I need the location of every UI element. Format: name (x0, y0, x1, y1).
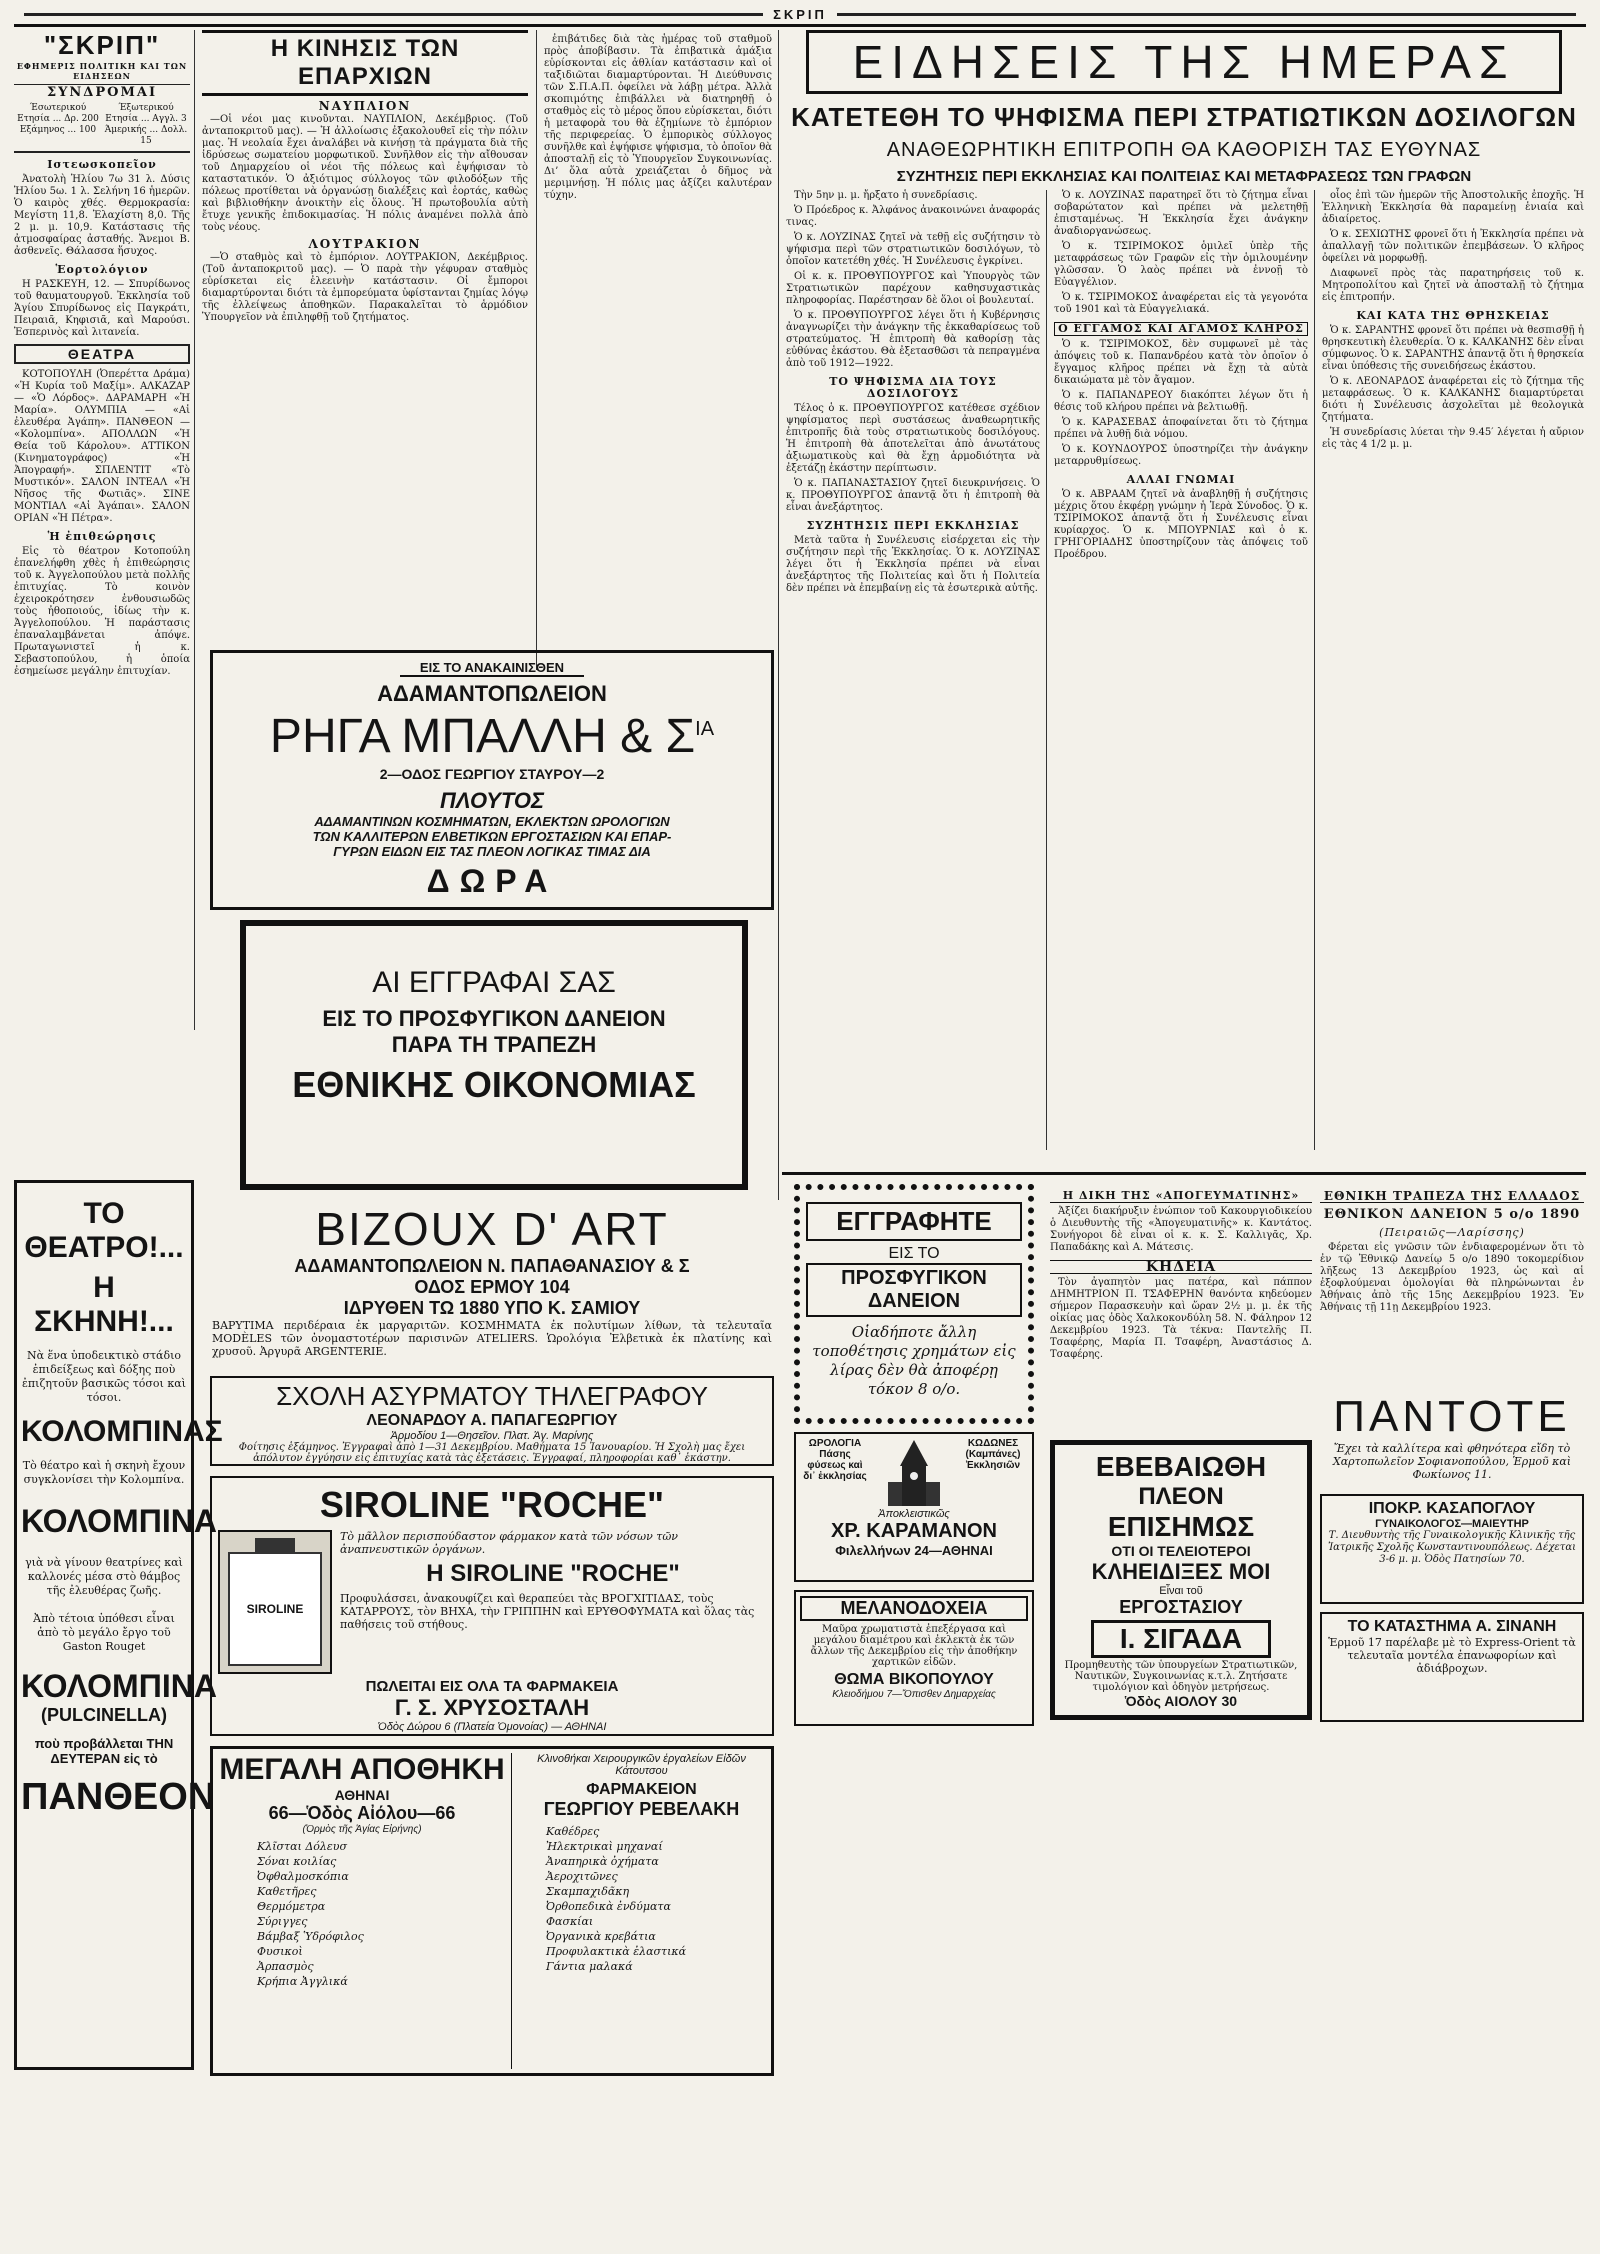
news-paragraph: Τὴν 5ην μ. μ. ἤρξατο ἡ συνεδρίασις. (794, 190, 978, 201)
rate-line: Ετησία ... Αγγλ. 3 (105, 114, 187, 124)
ad-line: ΠΑΝΤΟΤΕ (1333, 1392, 1571, 1441)
ad-line: ΘΩΜΑ ΒΙΚΟΠΟΥΛΟΥ (834, 1671, 994, 1688)
ad-line: Ἔχει τὰ καλλίτερα καὶ φθηνότερα εἴδη τὸ Χαρτοπωλεῖον Σοφιανοπούλου, Ἑρμοῦ καὶ Φωκίωνος 11. (1332, 1442, 1572, 1481)
locks-factory-ad (1050, 1440, 1312, 1720)
ad-line (219, 709, 765, 764)
ad-line: ΔΩΡΑ (426, 863, 558, 899)
ad-line: Τὸ μᾶλλον περισπούδαστον φάρμακον κατὰ τῶν νόσων τῶν ἀναπνευστικῶν ὀργάνων. (340, 1530, 678, 1556)
ad-line: γιὰ νὰ γίνουν θεατρίνες καὶ καλλονές μέσα στὸ θάμβος τῆς ἐλευθέρας ζωῆς. (25, 1556, 183, 1597)
subscriptions-heading: ΣΥΝΔΡΟΜΑΙ (14, 84, 190, 100)
shop-ad (1320, 1612, 1584, 1722)
ad-line: ΓΥΝΑΙΚΟΛΟΓΟΣ—ΜΑΙΕΥΤΗΡ (1375, 1518, 1529, 1530)
ad-line: ΑΘΗΝΑΙ (334, 1787, 390, 1803)
stationery-ad (1320, 1390, 1584, 1486)
ad-line: Κλινοθήκαι Χειρουργικῶν ἐργαλείων Εἰδῶν Κάτουτσου (537, 1753, 746, 1777)
ad-line: ΙΠΟΚΡ. ΚΑΣΑΠΟΓΛΟΥ (1368, 1500, 1536, 1517)
story-text: —Οἱ νέοι μας κινοῦνται. ΝΑΥΠΛΙΟΝ, Δεκέμβριος. (Τοῦ ἀνταποκριτοῦ μας). — Ἡ ἀλλοίωσις ἐξακολουθεῖ εἰς τὴν πόλιν μας. Ἡ νεολαία ἔχει ἀναλάβει νὰ κινήσῃ τὰ πράγματα διὰ τῆς ἱδρύσεως σωματείου μορφωτικοῦ. Συνῆλθον εἰς τὴν αἴθουσαν τοῦ Δημαρχείου οἱ νέοι τῆς πόλεως καὶ ἐψήφισαν τὸ καταστατικόν. Ὁ ἀξιότιμος σύλλογος τῶν φιλοδόξων τῆς πόλεως προτίθεται νὰ ὀργανώσῃ διαλέξεις καὶ ἑορτάς, καθὼς καὶ βιβλιοθήκην ἀνοικτὴν εἰς ὅλους. Ἡ πρωτοβουλία αὐτὴ ἔτυχε γενικῆς ἐπιδοκιμασίας. Ἡ πόλις ἀναμένει πολλὰ ἀπὸ τοὺς νέους. (202, 114, 528, 233)
newspaper-subtitle: ΕΦΗΜΕΡΙΣ ΠΟΛΙΤΙΚΗ ΚΑΙ ΤΩΝ ΕΙΔΗΣΕΩΝ (16, 61, 188, 81)
jeweler-ad-riga (210, 650, 774, 910)
ad-line: ΑΙ ΕΓΓΡΑΦΑΙ ΣΑΣ (372, 966, 616, 999)
section-heading: Ἑορτολόγιον (55, 263, 149, 276)
news-subhead: ΤΟ ΨΗΦΙΣΜΑ ΔΙΑ ΤΟΥΣ ΔΟΣΙΛΟΓΟΥΣ (829, 375, 997, 400)
ad-firm: ΡΗΓΑ ΜΠΑΛΛΗ & Σ (269, 710, 696, 763)
news-paragraph: Ὁ κ. ΠΑΠΑΝΔΡΕΟΥ διακόπτει λέγων ὅτι ἡ θέσις τοῦ κλήρου πρέπει νὰ βελτιωθῇ. (1054, 390, 1308, 413)
ad-line: ΤΩΝ ΚΑΛΛΙΤΕΡΩΝ ΕΛΒΕΤΙΚΩΝ ΕΡΓΟΣΤΑΣΙΩΝ ΚΑΙ ΕΠΑΡ- (312, 829, 672, 844)
church-icon (884, 1438, 944, 1508)
news-paragraph: Ὁ κ. ΚΑΡΑΣΕΒΑΣ ἀποφαίνεται ὅτι τὸ ζήτημα πρέπει νὰ λυθῇ διὰ νόμου. (1054, 417, 1308, 440)
ad-line: ΜΕΓΑΛΗ ΑΠΟΘΗΚΗ (219, 1753, 505, 1786)
list-item: Ἀρπασμὸς (257, 1960, 314, 1973)
list-item: Σκαμπαχιδᾶκη (546, 1885, 630, 1898)
funeral-text: Τὸν ἀγαπητὸν μας πατέρα, καὶ πάππον ΔΗΜΗΤΡΙΟΝ Π. ΤΣΑΦΕΡΗΝ θανόντα κηδεύομεν σήμερον Παρασκευὴν καὶ ὥραν 2½ μ. μ. ἐκ τῆς οἰκίας μας ὁδὸς Χαλκοκονδύλη 58. Ν. Φάληρον 12 Δεκεμβρίου 1923. Τὰ τέκνα: Παντελῆς Π. Τσαφέρης, Μαρία Π. Τσαφέρη, Ἀναστάσιος Δ. Τσαφέρης. (1050, 1277, 1312, 1360)
ad-line: BIZOUX D' ART (315, 1203, 669, 1255)
news-paragraph: Ὁ κ. ΤΣΙΡΙΜΟΚΟΣ ἀναφέρεται εἰς τὰ γεγονότα τοῦ 1901 καὶ τὰ Εὐαγγελιακά. (1054, 292, 1308, 315)
ad-line: ΤΟ ΘΕΑΤΡΟ!... (24, 1197, 184, 1264)
ad-line: Ι. ΣΙΓΑΔΑ (1091, 1620, 1271, 1658)
ad-line: Ὁδὸς Δώρου 6 (Πλατεία Ὁμονοίας) — ΑΘΗΝΑΙ (377, 1721, 607, 1733)
ad-line: ΧΡ. ΚΑΡΑΜΑΝΟΝ (831, 1520, 997, 1542)
ad-line: Προφυλάσσει, ἀνακουφίζει καὶ θεραπεύει τὰς ΒΡΟΓΧΙΤΙΔΑΣ, τοὺς ΚΑΤΑΡΡΟΥΣ, τὸν ΒΗΧΑ, τὴν ΓΡΙΠΠΗΝ καὶ ΕΡΥΘΟΦΥΜΑΤΑ καὶ ὅλας τὰς παθήσεις τοῦ στήθους. (340, 1592, 755, 1631)
section-heading: Ιστεωσκοπεῖον (47, 158, 157, 171)
ad-line: ΕΙΣ ΤΟ (888, 1245, 940, 1262)
lawsuit-title: Η ΔΙΚΗ ΤΗΣ «ΑΠΟΓΕΥΜΑΤΙΝΗΣ» (1050, 1190, 1312, 1203)
newspaper-page (14, 0, 1586, 2254)
ad-line: Η ΣΚΗΝΗ!... (34, 1271, 174, 1338)
news-subhead: Ο ΕΓΓΑΜΟΣ ΚΑΙ ΑΓΑΜΟΣ ΚΛΗΡΟΣ (1054, 322, 1308, 336)
list-item: Γάντια μαλακά (546, 1960, 633, 1973)
provinces-continued (544, 34, 772, 205)
ad-line: ΕΙΣ ΤΟ ΠΡΟΣΦΥΓΙΚΟΝ ΔΑΝΕΙΟΝ (322, 1006, 666, 1031)
theatres-heading: ΘΕΑΤΡΑ (14, 344, 190, 364)
list-item: Ὀρθοπεδικὰ ἐνδύματα (546, 1900, 671, 1913)
ad-line: ΩΡΟΛΟΓΙΑ Πάσης φύσεως καὶ δι᾽ ἐκκλησίας (803, 1438, 867, 1482)
news-subhead: ΑΛΛΑΙ ΓΝΩΜΑΙ (1126, 473, 1236, 486)
ad-line: Μαῦρα χρωματιστὰ ἐπεξέργασα καὶ μεγάλου διαμέτρου καὶ ἐκλεκτὰ ἐκ τῶν ἄλλων τῆς Δεκεμβρίου εἰς τὴν ἀποθήκην χαρτικῶν εἰδῶν. (810, 1624, 1018, 1668)
ad-line: ΠΡΟΣΦΥΓΙΚΟΝ ΔΑΝΕΙΟΝ (806, 1263, 1022, 1317)
ad-line: ΤΟ ΚΑΤΑΣΤΗΜΑ Α. ΣΙΝΑΝΗ (1347, 1618, 1557, 1635)
warehouse-left (217, 1753, 512, 2069)
ad-line: ΒΑΡΥΤΙΜΑ περιδέραια ἐκ μαργαριτῶν. ΚΟΣΜΗΜΑΤΑ ἐκ πολυτίμων λίθων, τὰ τελευταῖα ΜΟDÈLES τῶν ὀνομαστοτέρων παρισινῶν ATELIERS. Ὡρολόγια Ἐλβετικὰ ἐκ πλατίνης καὶ χρυσοῦ. Ἀργυρᾶ ARGENTERIE. (212, 1319, 772, 1358)
news-paragraph: Ὁ κ. ΛΟΥΖΙΝΑΣ παρατηρεῖ ὅτι τὸ ζήτημα εἶναι σοβαρώτατον καὶ πρέπει νὰ μελετηθῇ ἐπισταμένως. Ἡ Ἐκκλησία ἔχει ἀνάγκην ἀναδιοργανώσεως. (1054, 190, 1308, 237)
news-paragraph: Τέλος ὁ κ. ΠΡΟΘΥΠΟΥΡΓΟΣ κατέθεσε σχέδιον ψηφίσματος περὶ συστάσεως ἀναθεωρητικῆς ἐπιτροπῆς διὰ τοὺς στρατιωτικοὺς δοσιλόγους. Ἡ ἐπιτροπὴ θὰ ἀποτελεῖται ἀπὸ ἀνωτάτους ἀξιωματικοὺς καὶ θὰ ἔχῃ ἁρμοδιότητα νὰ ἐξετάζῃ ἑκάστην περίπτωσιν. (786, 403, 1040, 474)
list-item: Καθετῆρες (257, 1885, 317, 1898)
section-heading: Ἡ ἐπιθεώρησις (47, 530, 157, 543)
bank-route: (Πειραιῶς—Λαρίσσης) (1379, 1226, 1525, 1239)
section-rule (782, 1172, 1586, 1175)
provinces-stories (202, 100, 528, 324)
ad-line: Φοίτησις ἑξάμηνος. Ἐγγραφαὶ ἀπὸ 1—31 Δεκεμβρίου. Μαθήματα 15 Ἰανουαρίου. Ἡ Σχολὴ μας ἔχει ἀπόλυτον ἐγγύησιν εἰς ἐπιτυχίας κατὰ τὰς ἐξετάσεις. Ἐγγραφαί, πληροφορίαι καθ᾿ ἑκάστην. (238, 1442, 746, 1464)
ad-line: Νὰ ἕνα ὑποδεικτικὸ στάδιο ἐπιδείξεως καὶ δόξης ποὺ ἐπιζητοῦν βασικῶς τόσοι καὶ τόσοι. (22, 1349, 186, 1404)
news-paragraph: Ὁ κ. ΤΣΙΡΙΜΟΚΟΣ ὁμιλεῖ ὑπὲρ τῆς μεταφράσεως τῶν Γραφῶν εἰς τὴν ὁμιλουμένην γλῶσσαν. Ὁ λαὸς πρέπει νὰ ἐννοῇ τὸ Εὐαγγέλιον. (1054, 241, 1308, 288)
ad-line: ΣΧΟΛΗ ΑΣΥΡΜΑΤΟΥ ΤΗΛΕΓΡΑΦΟΥ (276, 1381, 708, 1411)
news-subhead: ΚΑΙ ΚΑΤΑ ΤΗΣ ΘΡΗΣΚΕΙΑΣ (1356, 309, 1550, 322)
list-item: Ἠλεκτρικαὶ μηχαναί (546, 1840, 663, 1853)
list-item: Θερμόμετρα (257, 1900, 326, 1913)
masthead (14, 30, 190, 153)
ad-line: 66—Ὁδὸς Αἰόλου—66 (268, 1803, 456, 1823)
ad-line: Προμηθευτὴς τῶν ὑπουργείων Στρατιωτικῶν, Ναυτικῶν, Συγκοινωνίας κ.τ.λ. Ζητήσατε τιμολόγιον καὶ ὁδηγὸν μετρήσεως. (1064, 1660, 1298, 1693)
ad-line: Τ. Διευθυντὴς τῆς Γυναικολογικῆς Κλινικῆς τῆς Ἰατρικῆς Σχολῆς Κωνσταντινουπόλεως. Δέχεται 3-6 μ. μ. Ὁδὸς Πατησίων 70. (1327, 1530, 1577, 1565)
rule-left (24, 13, 763, 16)
news-headline: ΚΑΤΕΤΕΘΗ ΤΟ ΨΗΦΙΣΜΑ ΠΕΡΙ ΣΤΡΑΤΙΩΤΙΚΩΝ ΔΟΣΙΛΟΓΩΝ (791, 102, 1577, 132)
ad-line: Κλειοδήμου 7—Ὄπισθεν Δημαρχείας (832, 1689, 996, 1700)
list-item: Κλῖσται Δόλευσ (257, 1840, 347, 1853)
section-text: Ἀνατολὴ Ἡλίου 7ω 31 λ. Δύσις Ἡλίου 5ω. 1 λ. Σελήνη 16 ἡμερῶν. Ὁ καιρὸς χθές. Θερμοκρασία: Μεγίστη 11,8. Ἐλαχίστη 8,0. Τῆς 2 μ. μ. 10,9. Κατάστασις τῆς ἀτμοσφαίρας ἀσταθής. Ἄνεμοι Β. ἀσθενεῖς. Θάλασσα ἥσυχος. (14, 174, 190, 257)
ad-line: Φιλελλήνων 24—ΑΘΗΝΑΙ (835, 1543, 993, 1558)
news-subheadline-2: ΣΥΖΗΤΗΣΙΣ ΠΕΡΙ ΕΚΚΛΗΣΙΑΣ ΚΑΙ ΠΟΛΙΤΕΙΑΣ ΚΑΙ ΜΕΤΑΦΡΑΣΕΩΣ ΤΩΝ ΓΡΑΦΩΝ (896, 168, 1472, 185)
rate-line: Ετησία ... Δρ. 200 (17, 114, 99, 124)
rule-right (837, 13, 1576, 16)
ad-line: ΠΩΛΕΙΤΑΙ ΕΙΣ ΟΛΑ ΤΑ ΦΑΡΜΑΚΕΙΑ (365, 1678, 619, 1695)
lawsuit-funeral (1050, 1184, 1312, 1364)
ad-line: Ὁδὸς ΑΙΟΛΟΥ 30 (1124, 1693, 1238, 1709)
ad-line: ΚΟΛΟΜΠΙΝΑ (21, 1503, 217, 1539)
column-separator (778, 30, 779, 1200)
news-subheadline: ΑΝΑΘΕΩΡΗΤΙΚΗ ΕΠΙΤΡΟΠΗ ΘΑ ΚΑΘΟΡΙΣΗ ΤΑΣ ΕΥΘΥΝΑΣ (886, 139, 1482, 161)
column-separator (1046, 190, 1047, 1150)
medical-warehouse-ad (210, 1746, 774, 2076)
news-paragraph: οἷος ἐπὶ τῶν ἡμερῶν τῆς Ἀποστολικῆς ἐποχῆς. Ἡ Ἑλληνικὴ Ἐκκλησία θὰ παραμείνῃ ἑνιαία καὶ ἀδιαίρετος. (1322, 190, 1584, 225)
ad-line: Ἀποκλειστικῶς (878, 1508, 950, 1520)
rate-line: Έξωτερικού (118, 103, 174, 113)
ad-line: ΕΠΙΣΗΜΩΣ (1107, 1511, 1255, 1542)
doctor-ad (1320, 1494, 1584, 1604)
news-paragraph: Ὁ κ. ΛΕΟΝΑΡΔΟΣ ἀναφέρεται εἰς τὸ ζήτημα τῆς μεταφράσεως. Ὁ κ. ΚΑΛΚΑΝΗΣ διαμαρτύρεται διότι ἡ Συνέλευσις ἀσχολεῖται μὲ θεολογικὰ ζητήματα. (1322, 376, 1584, 423)
lawsuit-text: Ἀξίζει διακήρυξιν ἐνώπιον τοῦ Κακουργιοδικείου ὁ Διευθυντὴς τῆς «Ἀπογευματινῆς» κ. Καντάτος. Συνήγοροι δὲ εἶναι οἱ κ. κ. Σ. Καλλιγᾶς, Χρ. Παπαδάκης καὶ Α. Μάτεσις. (1050, 1206, 1312, 1253)
ad-line: ΕΓΓΡΑΦΗΤΕ (806, 1202, 1022, 1241)
ad-line: ΟΤΙ ΟΙ ΤΕΛΕΙΟΤΕΡΟΙ (1111, 1543, 1251, 1559)
pharmacy-items (516, 1824, 767, 1974)
provinces-headline: Η ΚΙΝΗΣΙΣ ΤΩΝ ΕΠΑΡΧΙΩΝ (202, 30, 528, 96)
column-separator (1314, 190, 1315, 1150)
ad-line: ΓΥΡΩΝ ΕΙΔΩΝ ΕΙΣ ΤΑΣ ΠΛΕΟΝ ΛΟΓΙΚΑΣ ΤΙΜΑΣ ΔΙΑ (333, 844, 651, 859)
story-place: ΝΑΥΠΛΙΟΝ (318, 99, 412, 113)
news-paragraph: Ὁ κ. ΚΟΥΝΔΟΥΡΟΣ ὑποστηρίζει τὴν ἀνάγκην μεταρρυθμίσεως. (1054, 444, 1308, 467)
ad-line: Ἀπὸ τέτοια ὑπόθεσι εἶναι ἀπὸ τὸ μεγάλο ἔργο τοῦ Gaston Rouget (33, 1612, 175, 1653)
news-column-c (1322, 190, 1584, 454)
news-paragraph: Ὁ κ. ΣΑΡΑΝΤΗΣ φρονεῖ ὅτι πρέπει νὰ θεσπισθῇ ἡ θρησκευτικὴ ἐλευθερία. Ὁ κ. ΚΑΛΚΑΝΗΣ δὲν εἶναι σύμφωνος. Ὁ κ. ΣΑΡΑΝΤΗΣ ἀπαντᾷ ὅτι ἡ θρησκεία εἶναι ὑπόθεσις τῆς συνειδήσεως ἑκάστου. (1322, 325, 1584, 372)
bottle-cap (255, 1538, 295, 1552)
list-item: Ἀναπηρικὰ ὀχήματα (546, 1855, 659, 1868)
refugee-loan-ad-2 (794, 1184, 1034, 1424)
ad-line: ΕΒΕΒΑΙΩΘΗ (1095, 1451, 1267, 1482)
ad-line: ΠΑΡΑ ΤΗ ΤΡΑΠΕΖΗ (391, 1032, 597, 1057)
ad-line: ΕΙΣ ΤΟ ΑΝΑΚΑΙΝΙΣΘΕΝ (400, 660, 584, 677)
siroline-body (218, 1530, 766, 1674)
news-paragraph: Ὁ κ. ΠΑΠΑΝΑΣΤΑΣΙΟΥ ζητεῖ διευκρινήσεις. Ὁ κ. ΠΡΟΘΥΠΟΥΡΓΟΣ ἀπαντᾷ ὅτι ἡ ἐπιτροπὴ θὰ εἶναι ἀνεξάρτητος. (786, 478, 1040, 513)
warehouse-items (217, 1839, 507, 1989)
theatre-ad (14, 1180, 223, 2070)
list-item: Βάμβαξ Ὑδρόφιλος (257, 1930, 364, 1943)
ad-line: ΙΔΡΥΘΕΝ ΤΩ 1880 ΥΠΟ Κ. ΣΑΜΙΟΥ (343, 1298, 641, 1318)
ad-line: Ἀρμοδίου 1—Θησεῖον. Πλατ. Ἁγ. Μαρίνης (390, 1430, 594, 1442)
ad-line: ΚΟΛΟΜΠΙΝΑ (21, 1668, 217, 1704)
ad-line: ΕΘΝΙΚΗΣ ΟΙΚΟΝΟΜΙΑΣ (292, 1064, 696, 1105)
ad-line: ΠΑΝΘΕΟΝ (21, 1776, 216, 1818)
news-title: ΕΙΔΗΣΕΙΣ ΤΗΣ ΗΜΕΡΑΣ (806, 30, 1562, 94)
ad-line: 2—ΟΔΟΣ ΓΕΩΡΓΙΟΥ ΣΤΑΥΡΟΥ—2 (379, 766, 605, 782)
ad-line: ΠΛΟΥΤΟΣ (439, 788, 545, 813)
ad-line: ΚΟΛΟΜΠΙΝΑΣ (21, 1415, 223, 1448)
news-paragraph: Διαφωνεῖ πρὸς τὰς παρατηρήσεις τοῦ κ. Μητροπολίτου καὶ ζητεῖ νὰ ἀποσταλῇ τὸ ζήτημα εἰς ἐπιτροπήν. (1322, 268, 1584, 303)
news-header (782, 30, 1586, 185)
bank-title: ΕΘΝΙΚΗ ΤΡΑΠΕΖΑ ΤΗΣ ΕΛΛΑΔΟΣ (1320, 1190, 1584, 1203)
running-masthead: ΣΚΡΙΠ (773, 6, 827, 22)
news-paragraph: Ὁ κ. ΛΟΥΖΙΝΑΣ ζητεῖ νὰ τεθῇ εἰς συζήτησιν τὸ ψήφισμα περὶ τῶν στρατιωτικῶν δοσιλόγων, τὸ ὁποῖον κατετέθη χθές. Ἡ Συνέλευσις ἐγκρίνει. (786, 232, 1040, 267)
clocks-bells-ad (794, 1432, 1034, 1582)
ad-line: Ἑρμοῦ 17 παρέλαβε μὲ τὸ Express-Orient τὰ τελευταῖα μοντέλα ἐπανωφορίων καὶ ἀδιάβροχων. (1328, 1636, 1576, 1675)
rate-line: Έσωτερικού (29, 103, 87, 113)
list-item: Ἀεροχιτῶνες (546, 1870, 618, 1883)
list-item: Φασκίαι (546, 1915, 594, 1928)
section-text: ΚΟΤΟΠΟΥΛΗ (Ὀπερέττα Δράμα) «Ἡ Κυρία τοῦ Μαξίμ». ΑΛΚΑΖΑΡ — «Ὁ Λόρδος». ΔΑΡΑΜΑΡΗ «Ἡ Μαρία». ΟΛΥΜΠΙΑ — «Αἱ ἐλευθέρα Ἀγάπη». ΠΑΝΘΕΟΝ — «Κολομπίνα». ΑΠΟΛΛΩΝ «Ἡ Θεία τοῦ Κάρολου». ΑΤΤΙΚΟΝ (Κινηματογράφος) «Ἡ Ἀπογραφή». ΣΠΛΕΝΤΙΤ «Τὸ Μυστικόν». ΣΑΛΟΝ ΙΝΤΕΑΛ «Ἡ Νῆσος τῆς Φωτιᾶς». ΣΙΝΕ ΜΟΝΤΙΑΛ «Αἱ Ἀγάπαι». ΣΑΛΟΝ ΟΡΙΑΝ «Ἡ Πέτρα». (14, 369, 190, 524)
news-paragraph: Ὁ κ. ΣΕΧΙΩΤΗΣ φρονεῖ ὅτι ἡ Ἐκκλησία πρέπει νὰ ἀπαλλαγῇ τῶν πολιτικῶν ἐπεμβάσεων. Ὁ κλῆρος ὀφείλει νὰ μορφωθῇ. (1322, 229, 1584, 264)
bank-text: Φέρεται εἰς γνῶσιν τῶν ἐνδιαφερομένων ὅτι τὸ ἐν τῷ Ἐθνικῷ Δανείῳ 5 ο/ο 1890 τοκομερίδιον λῆξεως 13 Δεκεμβρίου 1923, ὡς καὶ αἱ ἐξοφλούμεναι ὁμολογίαι θὰ πληρώνωνται ἐν Ἀθήναις ἀπὸ τῆς 15ης Δεκεμβρίου 1923. Ἐν Ἀθήναις τῇ 11ῃ Δεκεμβρίου 1923. (1320, 1242, 1584, 1313)
list-item: Φυσικοὶ (257, 1945, 303, 1958)
news-column-b (1054, 190, 1308, 564)
ad-line: ΜΕΛΑΝΟΔΟΧΕΙΑ (800, 1596, 1028, 1621)
news-paragraph: Ὁ κ. ΤΣΙΡΙΜΟΚΟΣ, δὲν συμφωνεῖ μὲ τὰς ἀπόψεις τοῦ κ. Παπανδρέου κατὰ τὸν ὁποῖον ὁ ἔγγαμος κλῆρος πρέπει νὰ ἔχῃ τὰ αὐτὰ δικαιώματα μὲ τὸν ἄγαμον. (1054, 339, 1308, 386)
funeral-title: ΚΗΔΕΙΑ (1050, 1260, 1312, 1274)
ad-line: ΦΑΡΜΑΚΕΙΟΝ (586, 1781, 697, 1798)
ad-line: ΕΡΓΟΣΤΑΣΙΟΥ (1119, 1597, 1243, 1617)
rate-line: Εξάμηνος ... 100 (19, 125, 97, 135)
ad-line: ΚΩΔΩΝΕΣ (Καμπάνες) Ἐκκλησιῶν (965, 1438, 1021, 1471)
list-item: Κρήπια Ἀγγλικά (257, 1975, 348, 1988)
wireless-school-ad (210, 1376, 774, 1466)
news-paragraph: Ὁ κ. ΠΡΟΘΥΠΟΥΡΓΟΣ λέγει ὅτι ἡ Κυβέρνησις ἀναγνωρίζει τὴν ἀνάγκην τῆς ἐκκαθαρίσεως τοῦ στρατεύματος. Ἡ ἐπιτροπὴ θὰ καθορίσῃ τὰς εὐθύνας ἑκάστου. Θὰ ἐξετασθῶσι τὰ πεπραγμένα ἀπὸ τοῦ 1912—1922. (786, 310, 1040, 369)
medicine-bottle-icon (218, 1530, 332, 1674)
ad-line: ποὺ προβάλλεται ΤΗΝ ΔΕΥΤΕΡΑΝ εἰς τὸ (34, 1736, 174, 1766)
news-paragraph: Μετὰ ταῦτα ἡ Συνέλευσις εἰσέρχεται εἰς τὴν συζήτησιν περὶ τῆς Ἐκκλησίας. Ὁ κ. ΛΟΥΖΙΝΑΣ λέγει ὅτι ἡ Ἐκκλησία πρέπει νὰ εἶναι ἀνεξάρτητος τῆς Πολιτείας καὶ ὅτι ἡ Πολιτεία δὲν πρέπει νὰ ἐπεμβαίνῃ εἰς τὰ ἐσωτερικὰ αὐτῆς. (786, 535, 1040, 594)
warehouse-columns (217, 1753, 767, 2069)
left-sections (14, 159, 190, 678)
ad-line: (Ὁρμὸς τῆς Ἁγίας Εἰρήνης) (302, 1824, 422, 1835)
news-paragraph: Ὁ κ. ΑΒΡΑΑΜ ζητεῖ νὰ ἀναβληθῇ ἡ συζήτησις μέχρις ὅτου ἐκφέρῃ γνώμην ἡ Ἱερὰ Σύνοδος. Ὁ κ. ΤΣΙΡΙΜΟΚΟΣ ἀπαντᾷ ὅτι ἡ Συνέλευσις εἶναι κυρίαρχος. Ὁ κ. ΜΠΟΥΡΝΙΑΣ καὶ ὁ κ. ΓΡΗΓΟΡΙΑΔΗΣ ὑποστηρίζουν τὰς ἀπόψεις τοῦ Προέδρου. (1054, 489, 1308, 560)
subscription-rates (14, 103, 190, 147)
rate-line: Άμερικής ... Δολλ. 15 (104, 125, 188, 146)
ad-line: Γ. Σ. ΧΡΥΣΟΣΤΑΛΗ (394, 1695, 590, 1720)
story-text: ἐπιβάτιδες διὰ τὰς ἡμέρας τοῦ σταθμοῦ πρὸς ἀποβίβασιν. Τὰ ἐπιβατικὰ ἀμάξια εὑρίσκονται εἰς ἀθλίαν κατάστασιν καὶ οἱ ταξιδιῶται διαμαρτύρονται. Ἡ Διεύθυνσις τῶν Σ.Π.Α.Π. ὀφείλει νὰ λάβῃ μέτρα. Ἀλλὰ σκοπιμότης ἐπιβάλλει νὰ διατηρηθῇ ὁ σταθμὸς εἰς τὸ μέρος ὅπου εὑρίσκεται, διότι ἡ μεταφορὰ του θὰ ἐζημίωνε τὸ ἐμπόριον τῆς περιφερείας. Ὁ ἐμπορικὸς σύλλογος συνῆλθε καὶ ἐψήφισε ψήφισμα, τὸ ὁποῖον θὰ ἀποσταλῇ εἰς τὸ Ὑπουργεῖον Συγκοινωνίας. Δι’ ὅλα αὐτὰ χρειάζεται ὁ δῆμος νὰ μεριμνήσῃ. Ἡ πόλις μας ἀξίζει καλυτέραν τύχην. (544, 34, 772, 201)
ad-line: ΠΛΕΟΝ (1138, 1483, 1224, 1510)
top-rule (14, 4, 1586, 27)
ad-line: Οἱαδήποτε ἄλλη τοποθέτησις χρημάτων εἰς λίρας δὲν θὰ ἀποφέρῃ τόκον 8 ο/ο. (812, 1323, 1016, 1398)
news-subhead: ΣΥΖΗΤΗΣΙΣ ΠΕΡΙ ΕΚΚΛΗΣΙΑΣ (806, 519, 1020, 532)
ad-line: ΑΔΑΜΑΝΤΙΝΩΝ ΚΟΣΜΗΜΑΤΩΝ, ΕΚΛΕΚΤΩΝ ΩΡΟΛΟΓΙΩΝ (314, 814, 670, 829)
section-text: Η ΡΑΣΚΕΥΗ, 12. — Σπυρίδωνος τοῦ θαυματουργοῦ. Ἐκκλησία τοῦ Ἁγίου Σπυρίδωνος εἰς Παγκράτι, Πειραιᾶ, Κηφισιᾶ, καὶ Μαρούσι. Ἑσπερινὸς καὶ λιτανεία. (14, 279, 190, 338)
warehouse-right (512, 1753, 767, 2069)
ad-line: ΑΔΑΜΑΝΤΟΠΩΛΕΙΟΝ Ν. ΠΑΠΑΘΑΝΑΣΙΟΥ & Σ (294, 1256, 690, 1276)
section-text: Εἰς τὸ θέατρον Κοτοπούλη ἐπανελήφθη χθὲς ἡ ἐπιθεώρησις τοῦ κ. Ἀγγελοπούλου μετὰ πολλῆς ἐπιτυχίας. Τὸ κοινὸν ἐχειροκρότησεν ἐνθουσιωδῶς τοὺς ἠθοποιούς, ἰδίως τὴν κ. Ἀγγελοπούλου. Ἡ παράστασις ἐπαναλαμβάνεται ἀπόψε. Πρωταγωνιστεῖ ἡ κ. Σεβαστοπούλου, ἡ ὁποία ἐσημείωσε μεγάλην ἐπιτυχίαν. (14, 546, 190, 677)
news-paragraph: Ὁ Πρόεδρος κ. Ἀλφάνος ἀνακοινώνει ἀναφοράς τινας. (786, 205, 1040, 228)
list-item: Προφυλακτικὰ ἐλαστικά (546, 1945, 687, 1958)
ad-line: ΑΔΑΜΑΝΤΟΠΩΛΕΙΟΝ (377, 681, 607, 706)
ad-line: (PULCINELLA) (41, 1705, 167, 1725)
clocks-top (800, 1438, 1028, 1508)
story-text: —Ὁ σταθμὸς καὶ τὸ ἐμπόριον. ΛΟΥΤΡΑΚΙΟΝ, Δεκέμβριος. (Τοῦ ἀνταποκριτοῦ μας). — Ὁ παρὰ τὴν γέφυραν σταθμὸς εὑρίσκεται εἰς ἐλεεινὴν κατάστασιν. Οἱ ἔμποροι διαμαρτύρονται διότι τὰ ἐμπορεύματα ὑφίστανται ζημίας λόγῳ τῆς ἐλλείψεως ἀποθηκῶν. Παρακαλεῖται τὸ ἁρμόδιον Ὑπουργεῖον νὰ ἐπιληφθῇ τοῦ ζητήματος. (202, 252, 528, 323)
news-paragraph: Οἱ κ. κ. ΠΡΟΘΥΠΟΥΡΓΟΣ καὶ Ὑπουργὸς τῶν Στρατιωτικῶν παρέχουν καθησυχαστικὰς πληροφορίας. Παρέστησαν δὲ ὅλοι οἱ βουλευταί. (786, 271, 1040, 306)
ad-line: ΟΔΟΣ ΕΡΜΟΥ 104 (414, 1277, 570, 1297)
bank-notice (1320, 1184, 1584, 1317)
news-paragraph: Ἡ συνεδρίασις λύεται τὴν 9.45′ λέγεται ἡ αὔριον εἰς τὰς 4 1/2 μ. μ. (1322, 427, 1584, 450)
bank-loan-title: ΕΘΝΙΚΟΝ ΔΑΝΕΙΟΝ 5 ο/ο 1890 (1323, 1207, 1581, 1222)
siroline-ad (210, 1476, 774, 1736)
story-place: ΛΟΥΤΡΑΚΙΟΝ (308, 237, 422, 251)
bizoux-ad (210, 1200, 774, 1368)
ad-line: Τὸ θέατρο καὶ ἡ σκηνὴ ἔχουν συγκλονίσει τὴν Κολομπίνα. (22, 1459, 186, 1486)
bottle-label: SIROLINE (228, 1552, 322, 1666)
left-column (14, 30, 190, 681)
list-item: Ὀφθαλμοσκόπια (257, 1870, 349, 1883)
list-item: Ὀργανικὰ κρεβάτια (546, 1930, 656, 1943)
siroline-text (340, 1530, 766, 1674)
ad-firm-sup: ΙΑ (695, 718, 715, 740)
ad-line: Η SIROLINE "ROCHE" (426, 1560, 680, 1587)
refugee-loan-ad (240, 920, 748, 1190)
list-item: Καθέδρες (546, 1825, 600, 1838)
ad-line: ΛΕΟΝΑΡΔΟΥ Α. ΠΑΠΑΓΕΩΡΓΙΟΥ (366, 1412, 618, 1429)
news-column-a (786, 190, 1040, 598)
column-separator (194, 30, 195, 1030)
list-item: Σύριγγες (257, 1915, 308, 1928)
list-item: Σόναι κοιλίας (257, 1855, 337, 1868)
ad-line: ΚΛΗΕΙΔΙΞΕΣ ΜΟΙ (1091, 1559, 1271, 1584)
inkwell-ad (794, 1590, 1034, 1726)
ad-line: ΓΕΩΡΓΙΟΥ ΡΕΒΕΛΑΚΗ (543, 1799, 740, 1819)
newspaper-title: "ΣΚΡΙΠ" (43, 30, 161, 60)
ad-line: Εἶναι τοῦ (1159, 1585, 1203, 1597)
ad-line: SIROLINE "ROCHE" (319, 1484, 665, 1525)
